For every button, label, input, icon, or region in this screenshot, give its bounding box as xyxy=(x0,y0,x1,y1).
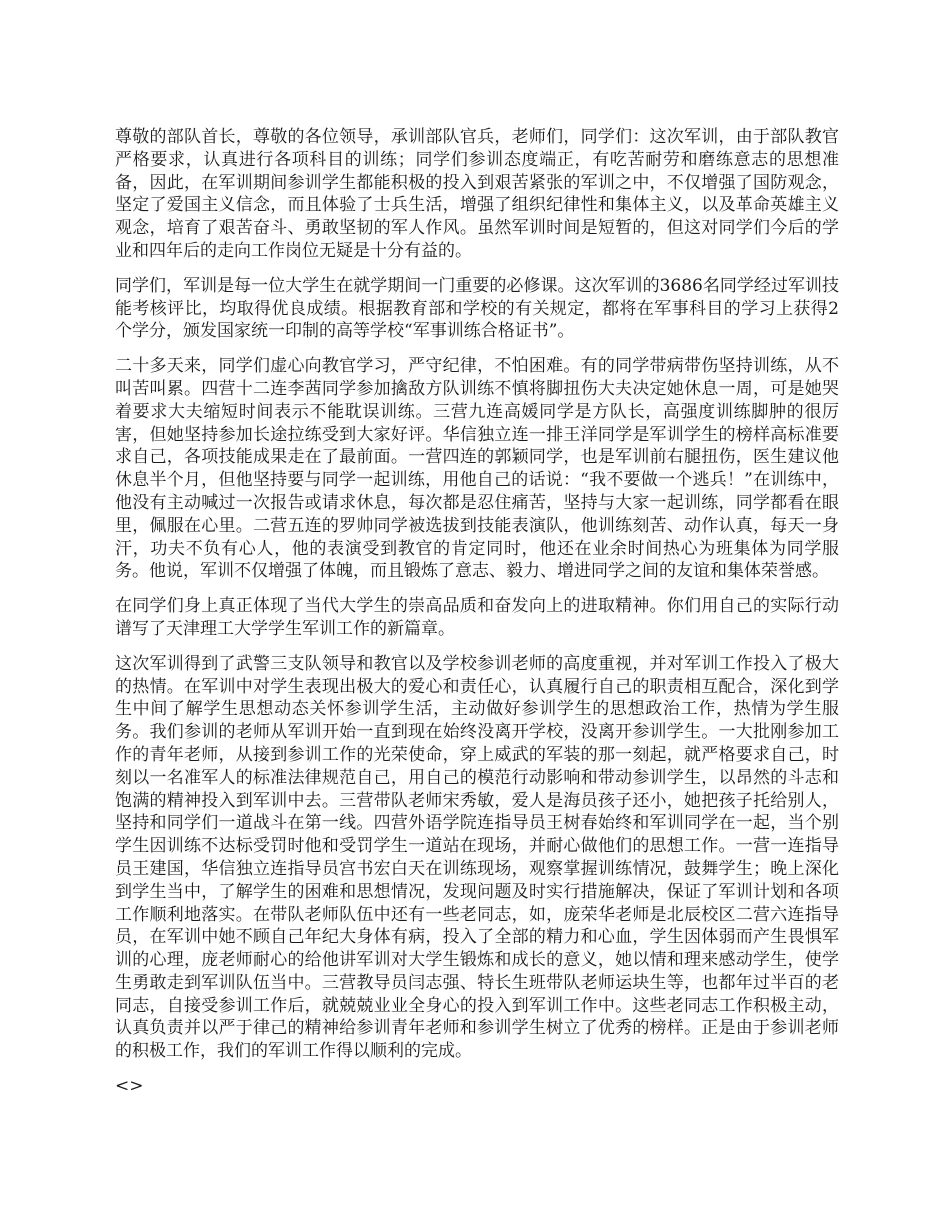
paragraph-credits: 同学们，军训是每一位大学生在就学期间一门重要的必修课。这次军训的3686名同学经过军训技能考核评比，均取得优良成绩。根据教育部和学校的有关规定，都将在军事科目的学习上获得2个学分，颁发国家统一印制的高等学校“军事训练合格证书”。 xyxy=(115,275,839,342)
paragraph-teachers: 这次军训得到了武警三支队领导和教官以及学校参训老师的高度重视，并对军训工作投入了极大的热情。在军训中对学生表现出极大的爱心和责任心，认真履行自己的职责相互配合，深化到学生中间了解学生思想动态关怀参训学生活，主动做好参训学生的思想政治工作，热情为学生服务。我们参训的老师从军训开始一直到现在始终没离开学校，没离开参训学生。一大批刚参加工作的青年老师，从接到参训工作的光荣使命，穿上威武的军装的那一刻起，就严格要求自己，时刻以一名准军人的标准法律规范自己，用自己的模范行动影响和带动参训学生，以昂然的斗志和饱满的精神投入到军训中去。三营带队老师宋秀敏，爱人是海员孩子还小，她把孩子托给别人，坚持和同学们一道战斗在第一线。四营外语学院连指导员王树春始终和军训同学在一起，当个别学生因训练不达标受罚时他和受罚学生一道站在现场，并耐心做他们的思想工作。一营一连指导员王建国，华信独立连指导员宫书宏白天在训练现场，观察掌握训练情况，鼓舞学生；晚上深化到学生当中，了解学生的困难和思想情况，发现问题及时实行措施解决，保证了军训计划和各项工作顺利地落实。在带队老师队伍中还有一些老同志，如，庞荣华老师是北辰校区二营六连指导员，在军训中她不顾自己年纪大身体有病，投入了全部的精力和心血，学生因体弱而产生畏惧军训的心理，庞老师耐心的给他讲军训对大学生锻炼和成长的意义，她以情和理来感动学生，使学生勇敢走到军训队伍当中。三营教导员闫志强、特长生班带队老师运块生等，也都年过半百的老同志，自接受参训工作后，就兢兢业业全身心的投入到军训工作中。这些老同志工作积极主动，认真负责并以严于律己的精神给参训青年老师和参训学生树立了优秀的榜样。正是由于参训老师的积极工作，我们的军训工作得以顺利的完成。 xyxy=(115,653,839,1062)
paragraph-students: 二十多天来，同学们虚心向教官学习，严守纪律，不怕困难。有的同学带病带伤坚持训练，从不叫苦叫累。四营十二连李茜同学参加擒敌方队训练不慎将脚扭伤大夫决定她休息一周，可是她哭着要求大夫缩短时间表示不能耽误训练。三营九连高媛同学是方队长，高强度训练脚肿的很厉害，但她坚持参加长途拉练受到大家好评。华信独立连一排王洋同学是军训学生的榜样高标准要求自己，各项技能成果走在了最前面。一营四连的郭颖同学，也是军训前右腿扭伤，医生建议他休息半个月，但他坚持要与同学一起训练，用他自己的话说：“我不要做一个逃兵！”在训练中，他没有主动喊过一次报告或请求休息，每次都是忍住痛苦，坚持与大家一起训练，同学都看在眼里，佩服在心里。二营五连的罗帅同学被选拔到技能表演队，他训练刻苦、动作认真，每天一身汗，功夫不负有心人，他的表演受到教官的肯定同时，他还在业余时间热心为班集体为同学服务。他说，军训不仅增强了体魄，而且锻炼了意志、毅力、增进同学之间的友谊和集体荣誉感。 xyxy=(115,356,839,582)
document-page xyxy=(115,126,839,1098)
paragraph-opening: 尊敬的部队首长，尊敬的各位领导，承训部队官兵，老师们，同学们：这次军训，由于部队教官严格要求，认真进行各项科目的训练；同学们参训态度端正，有吃苦耐劳和磨练意志的思想准备，因此，在军训期间参训学生都能积极的投入到艰苦紧张的军训之中，不仅增强了国防观念，坚定了爱国主义信念，而且体验了士兵生活，增强了组织纪律性和集体主义，以及革命英雄主义观念，培育了艰苦奋斗、勇敢坚韧的军人作风。虽然军训时间是短暂的，但这对同学们今后的学业和四年后的走向工作岗位无疑是十分有益的。 xyxy=(115,127,839,261)
end-mark: <> xyxy=(115,1076,144,1097)
paragraph-spirit: 在同学们身上真正体现了当代大学生的崇高品质和奋发向上的进取精神。你们用自己的实际行动谱写了天津理工大学学生军训工作的新篇章。 xyxy=(115,596,839,639)
